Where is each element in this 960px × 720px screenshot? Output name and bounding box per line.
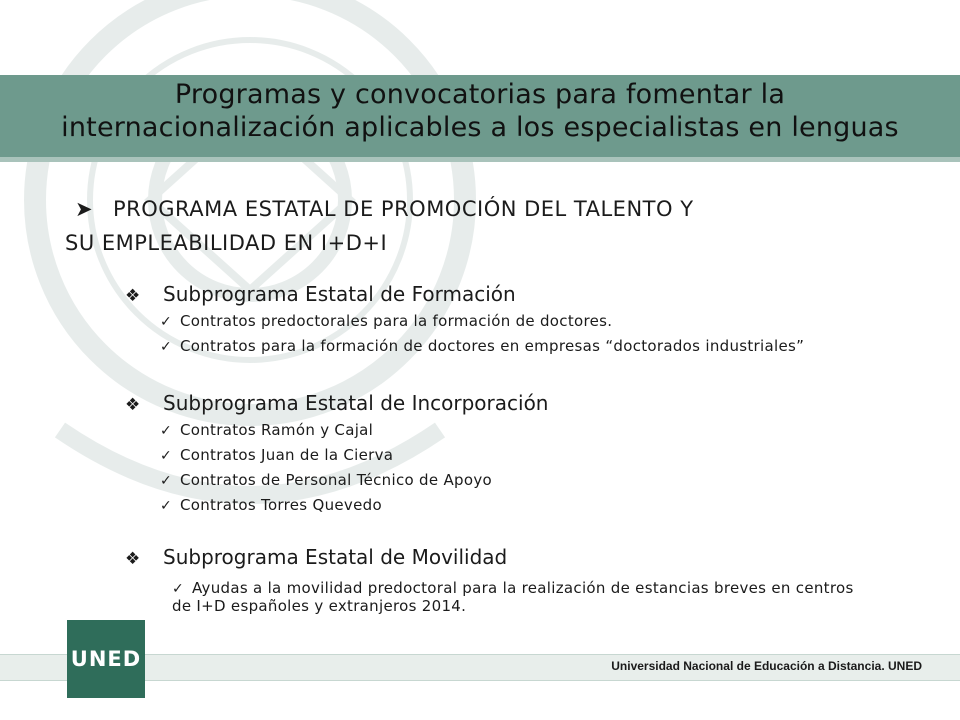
list-item-text: Contratos de Personal Técnico de Apoyo xyxy=(180,471,492,489)
arrow-bullet-icon: ➤ xyxy=(75,197,94,221)
check-icon: ✓ xyxy=(160,423,173,439)
list-item-text: Contratos Torres Quevedo xyxy=(180,496,382,514)
subprogram-incorporacion xyxy=(125,390,548,418)
title-line-1: Programas y convocatorias para fomentar la xyxy=(174,79,786,110)
subprogram-movilidad xyxy=(125,544,507,572)
check-icon: ✓ xyxy=(160,498,173,514)
diamond-bullet-icon: ❖ xyxy=(125,549,141,569)
uned-logo xyxy=(67,620,145,698)
logo-text: UNED xyxy=(70,647,142,671)
check-icon: ✓ xyxy=(160,339,173,355)
page-title xyxy=(0,78,960,144)
list-item-text: Contratos predoctorales para la formación de doctores. xyxy=(180,312,613,330)
list-item-text: Contratos para la formación de doctores en empresas “doctorados industriales” xyxy=(180,337,805,355)
list-item-text: Ayudas a la movilidad predoctoral para la realización de estancias breves en centros de I+D españoles y extranjeros 2014. xyxy=(172,579,854,615)
subprogram-title: Subprograma Estatal de Incorporación xyxy=(163,391,549,415)
diamond-bullet-icon: ❖ xyxy=(125,395,141,415)
title-line-2: internacionalización aplicables a los especialistas en lenguas xyxy=(61,112,899,143)
list-item xyxy=(160,421,373,441)
list-item xyxy=(160,496,382,516)
list-item xyxy=(172,580,872,615)
subprogram-title: Subprograma Estatal de Movilidad xyxy=(163,545,508,569)
list-item xyxy=(160,446,393,466)
subprogram-formacion xyxy=(125,281,516,309)
subprogram-title: Subprograma Estatal de Formación xyxy=(163,282,516,306)
check-icon: ✓ xyxy=(160,314,173,330)
check-icon: ✓ xyxy=(160,448,173,464)
check-icon: ✓ xyxy=(160,473,173,489)
check-icon: ✓ xyxy=(172,581,185,597)
list-item xyxy=(160,337,804,357)
heading-line-2: SU EMPLEABILIDAD EN I+D+I xyxy=(65,231,388,255)
heading-line-1: PROGRAMA ESTATAL DE PROMOCIÓN DEL TALENTO Y xyxy=(113,197,694,221)
list-item-text: Contratos Ramón y Cajal xyxy=(180,421,374,439)
list-item-text: Contratos Juan de la Cierva xyxy=(180,446,394,464)
list-item xyxy=(160,312,612,332)
program-heading xyxy=(65,192,905,260)
diamond-bullet-icon: ❖ xyxy=(125,286,141,306)
university-name: Universidad Nacional de Educación a Distancia. UNED xyxy=(611,659,922,673)
list-item xyxy=(160,471,492,491)
